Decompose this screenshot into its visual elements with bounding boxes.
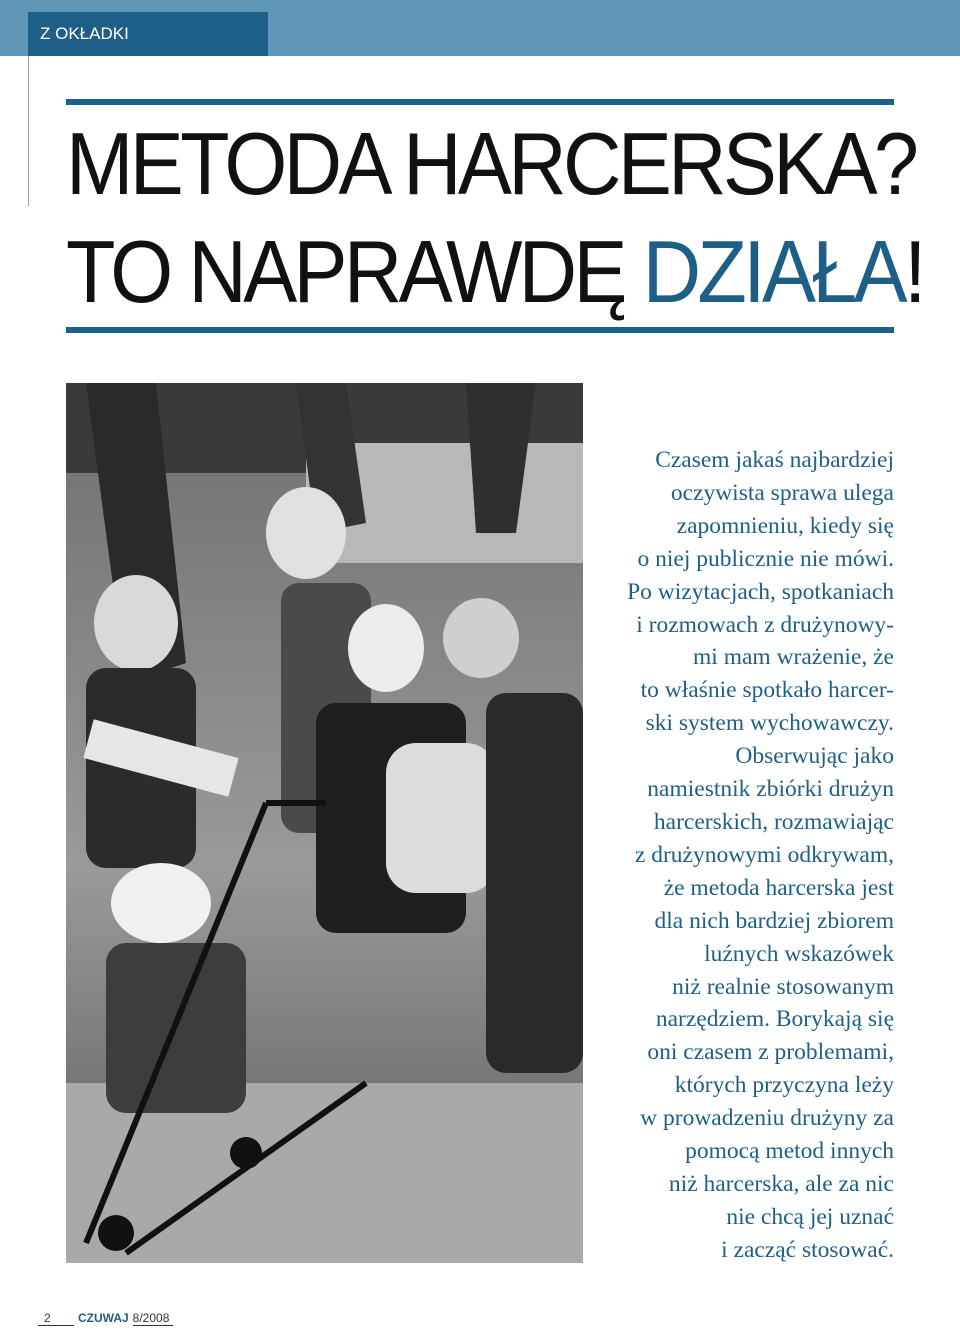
headline-top-rule	[66, 99, 894, 105]
page-footer	[38, 1311, 173, 1331]
toddler-hat	[111, 863, 211, 943]
photo-illustration	[66, 383, 583, 1263]
boy-head-right	[443, 598, 519, 678]
boy-head-center	[348, 604, 424, 692]
headline-line-1: METODA HARCERSKA?	[66, 114, 916, 213]
magazine-name: CZUWAJ	[78, 1311, 129, 1325]
backpack	[386, 743, 496, 893]
stroller-wheel-left	[98, 1215, 134, 1251]
stroller-wheel-right	[230, 1137, 262, 1169]
headline-bottom-rule	[66, 327, 894, 333]
page-number: 2	[38, 1311, 74, 1326]
woman-head	[266, 487, 346, 579]
headline-line-2: TO NAPRAWDĘ	[66, 222, 643, 321]
section-label: Z OKŁADKI	[28, 12, 268, 56]
headline	[66, 110, 923, 326]
boy-head-left	[94, 575, 178, 671]
headline-accent: DZIAŁA	[642, 222, 904, 321]
article-intro: Czasem jakaś najbardziej oczywista sprawa ulega zapomnieniu, kiedy się o niej publicznie nie mówi. Po wizytacjach, spotkaniach i rozmowach z drużynowy- mi mam wrażenie, że to właśnie spotkało harcer- ski system wychowawczy. Obserwując jako namiestnik zbiórki drużyn harcerskich, rozmawiając z drużynowymi odkrywam, że metoda harcerska jest dla nich bardziej zbiorem luźnych wskazówek niż realnie stosowanym narzędziem. Borykają się oni czasem z problemami, których przyczyna leży w prowadzeniu drużyny za pomocą metod innych niż harcerska, ale za nic nie chcą jej uznać i zacząć stosować.	[627, 447, 894, 1263]
left-rule	[28, 56, 29, 206]
headline-end: !	[903, 222, 923, 321]
scout-group-photo	[66, 383, 583, 1263]
issue-number: 8/2008	[133, 1311, 174, 1326]
